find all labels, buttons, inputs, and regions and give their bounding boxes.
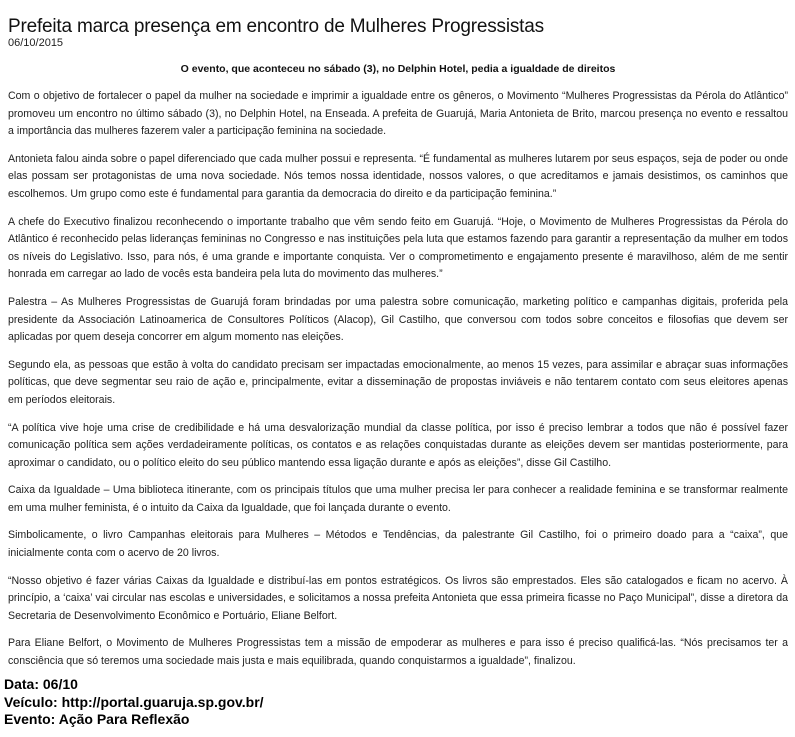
article-paragraph: Simbolicamente, o livro Campanhas eleitorais para Mulheres – Métodos e Tendências, da palestrante Gil Castilho, foi o primeiro doado para a “caixa”, que inicialmente conta com o acervo de 20 livros. — [8, 529, 788, 560]
article-paragraph: Com o objetivo de fortalecer o papel da mulher na sociedade e imprimir a igualdade entre os gêneros, o Movimento “Mulheres Progressistas da Pérola do Atlântico” promoveu um encontro no último sábado (3), no Delphin Hotel, na Enseada. A prefeita de Guarujá, Maria Antonieta de Brito, marcou presença no evento e ressaltou a importância das mulheres fazerem valer a participação feminina na sociedade. — [8, 90, 788, 138]
article-subtitle: O evento, que aconteceu no sábado (3), no Delphin Hotel, pedia a igualdade de direitos — [180, 63, 616, 75]
article-paragraph: Para Eliane Belfort, o Movimento de Mulheres Progressistas tem a missão de empoderar as mulheres e para isso é preciso qualificá-las. “Nós precisamos ter a consciência que só teremos uma sociedade mais justa e mais equilibrada, quando conquistarmos a igualdade”, finalizou. — [8, 637, 788, 668]
article-title: Prefeita marca presença em encontro de Mulheres Progressistas — [8, 15, 544, 37]
clipping-date: Data: 06/10 — [4, 676, 78, 692]
clipping-info — [4, 676, 504, 729]
article-paragraph: A chefe do Executivo finalizou reconhecendo o importante trabalho que vêm sendo feito em Guarujá. “Hoje, o Movimento de Mulheres Progressistas da Pérola do Atlântico é reconhecido pelas lideranças femininas no Congresso e nas instituições pela luta que estamos fazendo para garantir a representação da mulher em todos os níveis do Legislativo. Isso, para nós, é uma grande e importante conquista. Ver o comprometimento e engajamento presente é maravilhoso, além de me sentir honrada em carregar ao lado de vocês esta bandeira pela luta do movimento das mulheres.” — [8, 215, 788, 281]
article-paragraph: Antonieta falou ainda sobre o papel diferenciado que cada mulher possui e representa. “É fundamental as mulheres lutarem por seus espaços, seja de poder ou onde elas possam ser protagonistas de uma nova sociedade. Nós temos nossa identidade, nossos valores, o que acreditamos e jamais desistimos, os caminhos que escolhemos. Um grupo como este é fundamental para garantia da democracia do direito e da participação feminina.” — [8, 152, 788, 200]
article-paragraph: “A política vive hoje uma crise de credibilidade e há uma desvalorização mundial da classe política, por isso é preciso lembrar a todos que não é possível fazer comunicação política sem ações verdadeiramente políticas, os contatos e as relações conquistadas durante as eleições devem ser mantidas posteriormente, para aproximar o candidato, ou o político eleito do seu público mantendo essa ligação durante e após as eleições”, disse Gil Castilho. — [8, 421, 788, 469]
article-paragraph: Palestra – As Mulheres Progressistas de Guarujá foram brindadas por uma palestra sobre comunicação, marketing político e campanhas digitais, proferida pela presidente da Associación Latinoamerica de Consultores Políticos (Alacop), Gil Castilho, que conversou com todos sobre conceitos e filosofias que devem ser aplicadas por quem deseja concorrer em algum momento nas eleições. — [8, 295, 788, 344]
article-paragraph: “Nosso objetivo é fazer várias Caixas da Igualdade e distribuí-las em pontos estratégicos. Os livros são emprestados. Eles são catalogados e ficam no acervo. À princípio, a ‘caixa’ vai circular nas escolas e universidades, e solicitamos a nossa prefeita Antonieta que essa primeira ficasse no Paço Municipal”, disse a diretora da Secretaria de Desenvolvimento Econômico e Portuário, Eliane Belfort. — [8, 574, 788, 622]
article-date: 06/10/2015 — [8, 37, 64, 49]
article-body — [8, 88, 788, 681]
clipping-event: Evento: Ação Para Reflexão — [4, 711, 190, 727]
article-paragraph: Caixa da Igualdade – Uma biblioteca itinerante, com os principais títulos que uma mulher precisa ler para conhecer a realidade feminina e se transformar realmente em uma mulher feminista, é o intuito da Caixa da Igualdade, que foi lançada durante o evento. — [8, 484, 788, 514]
clipping-source: Veículo: http://portal.guaruja.sp.gov.br/ — [4, 693, 264, 710]
article-paragraph: Segundo ela, as pessoas que estão à volta do candidato precisam ser impactadas emocionalmente, ao menos 15 vezes, para assimilar e abraçar suas informações políticas, que deve segmentar seu raio de ação e, principalmente, evitar a disseminação de propostas inviáveis e não tentarem contato com seus eleitores apenas em períodos eleitorais. — [8, 358, 788, 406]
